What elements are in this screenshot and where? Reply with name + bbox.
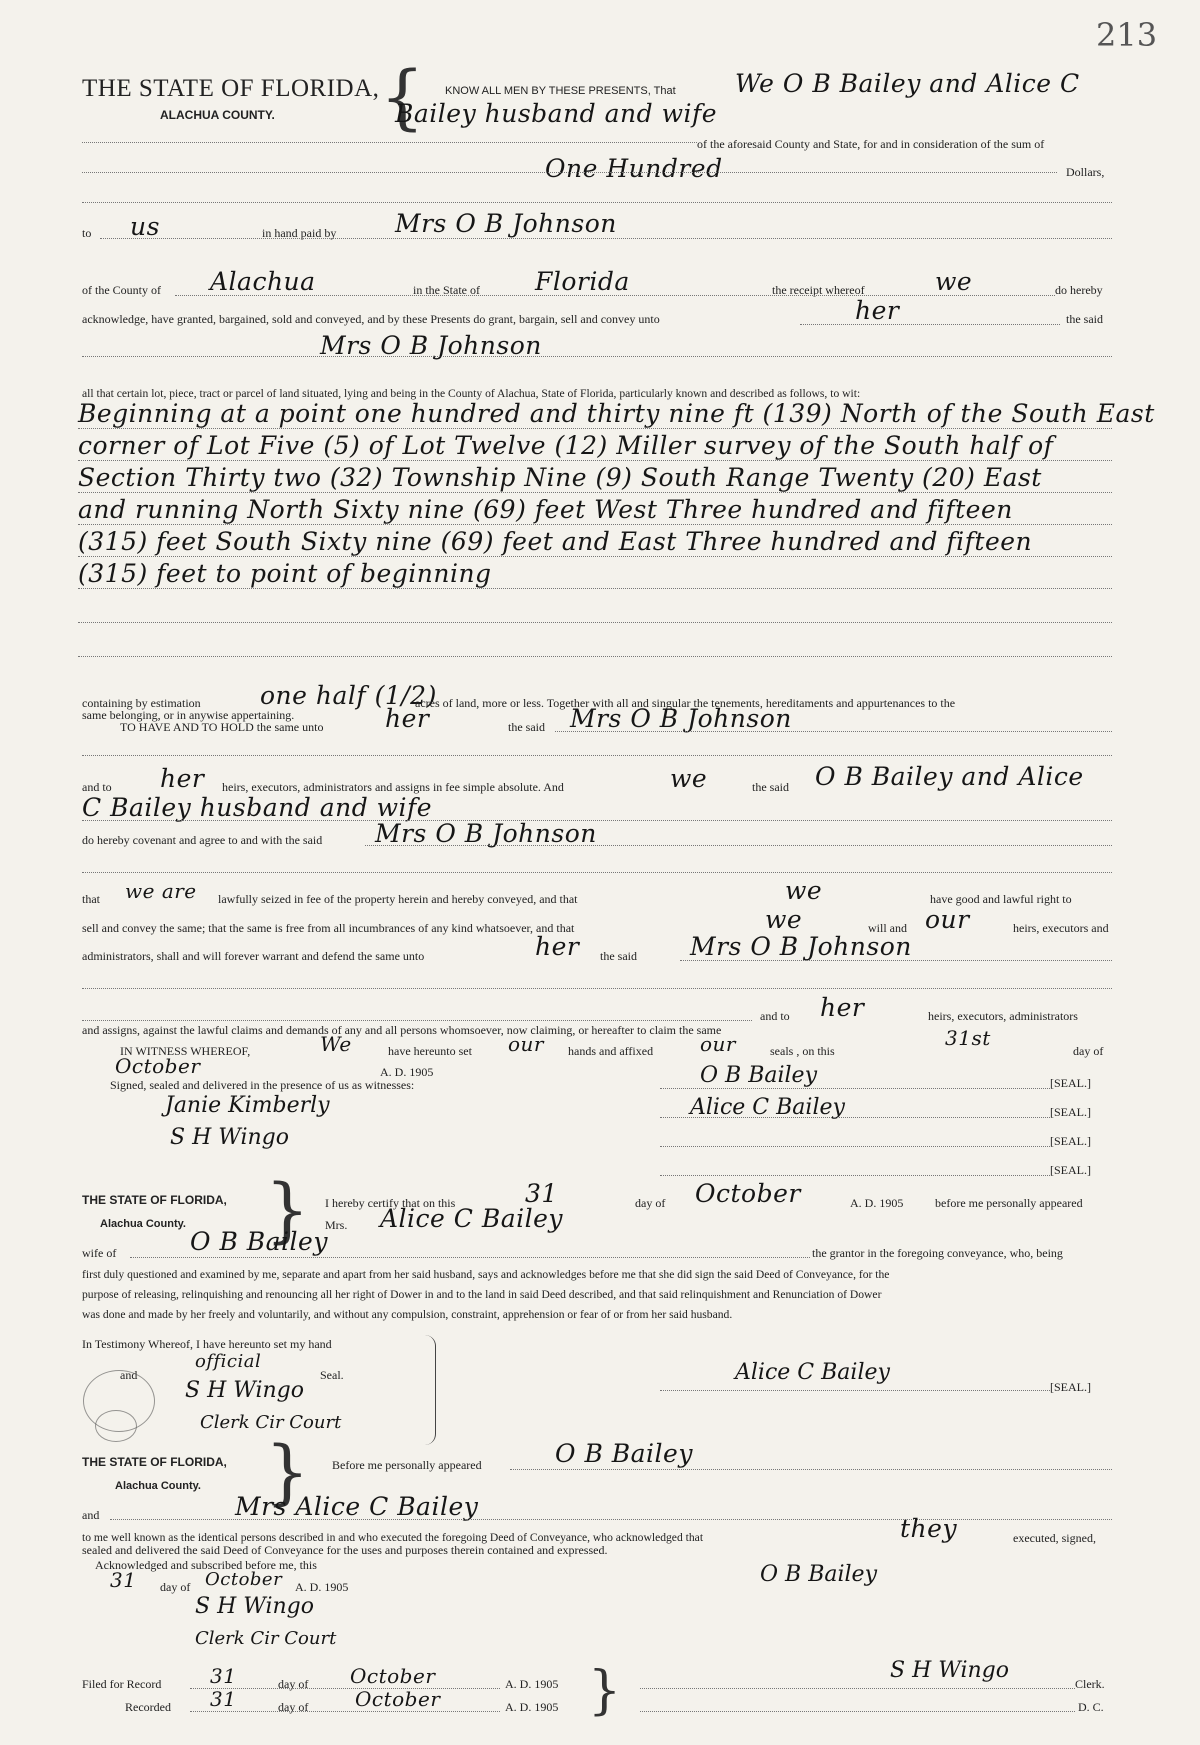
heirs-handwriting: her — [160, 764, 205, 793]
have-grantee-handwriting: Mrs O B Johnson — [570, 704, 792, 733]
description-line-1: Beginning at a point one hundred and thirty nine ft (139) North of the South East — [78, 399, 1155, 428]
all-that-text: all that certain lot, piece, tract or parcel of land situated, lying and being in the County of Alachua, State of Florida, particularly known and described as follows, to wit: — [82, 387, 861, 400]
rule — [640, 1688, 1075, 1689]
witness-text: IN WITNESS WHEREOF, — [120, 1044, 251, 1058]
ack2-day-of-text: day of — [160, 1580, 191, 1594]
rule — [660, 1390, 1050, 1391]
rule — [190, 1688, 500, 1689]
description-line-6: (315) feet to point of beginning — [78, 559, 492, 588]
to-have-text: TO HAVE AND TO HOLD the same unto — [120, 720, 324, 734]
ack1-seal: [SEAL.] — [1050, 1380, 1091, 1394]
ack2-ad-text: A. D. 1905 — [295, 1580, 349, 1594]
receipt-text: the receipt whereof — [772, 283, 865, 297]
sell-convey-text: sell and convey the same; that the same is free from all incumbrances of any kind whatsoever, and that — [82, 921, 575, 935]
payer-handwriting: Mrs O B Johnson — [395, 209, 617, 238]
ack1-para-2: purpose of releasing, relinquishing and renouncing all her right of Dower in and to the land in said Deed described, and that said relinquishment and Renunciation of Dower — [82, 1288, 882, 1301]
filed-text: Filed for Record — [82, 1677, 162, 1691]
and-to-text-2: and to — [760, 1009, 790, 1023]
the-said-text-2: the said — [508, 720, 545, 734]
will-handwriting: our — [925, 905, 970, 934]
rule — [660, 1146, 1050, 1147]
ack1-county: Alachua County. — [100, 1218, 186, 1230]
in-hand-text: in hand paid by — [262, 226, 337, 240]
ack2-month-handwriting: October — [205, 1569, 283, 1590]
rule — [82, 820, 1112, 821]
set-handwriting: our — [508, 1032, 544, 1056]
brace: } — [588, 1661, 622, 1721]
rule — [110, 1519, 1112, 1520]
ack1-month-handwriting: October — [695, 1179, 801, 1208]
to-text: to — [82, 226, 92, 240]
acres-handwriting: one half (1/2) — [260, 681, 437, 710]
rule — [660, 1117, 1050, 1118]
certify-text: I hereby certify that on this — [325, 1196, 456, 1210]
husband-handwriting: O B Bailey — [190, 1227, 328, 1256]
will-and-text: will and — [868, 921, 907, 935]
rule — [190, 1711, 500, 1712]
seal-4: [SEAL.] — [1050, 1163, 1091, 1177]
heirs-text: heirs, executors, administrators and assigns in fee simple absolute. And — [222, 780, 564, 794]
heirs-exec-text: heirs, executors and — [1013, 921, 1109, 935]
month-handwriting: October — [115, 1054, 201, 1078]
appeared-handwriting: O B Bailey — [555, 1439, 693, 1468]
filed-month-handwriting: October — [350, 1664, 436, 1688]
grantor-text: the grantor in the foregoing conveyance, who, being — [812, 1246, 1063, 1260]
description-line-2: corner of Lot Five (5) of Lot Twelve (12) Miller survey of the South half of — [78, 431, 1054, 460]
brace: { — [380, 56, 425, 138]
rule — [78, 556, 1112, 557]
recorded-day-of-text: day of — [278, 1700, 309, 1714]
and-text: and — [120, 1368, 138, 1382]
rule — [175, 295, 1055, 296]
ack1-state: THE STATE OF FLORIDA, — [82, 1193, 227, 1207]
seals-text: seals , on this — [770, 1044, 835, 1058]
and-handwriting: we — [670, 764, 708, 793]
and-to-text: and to — [82, 780, 112, 794]
day-handwriting: 31st — [945, 1026, 991, 1050]
of-county-text: of the County of — [82, 283, 161, 297]
rule — [640, 1711, 1075, 1712]
consideration-text: of the aforesaid County and State, for and in consideration of the sum of — [697, 137, 1045, 151]
rule — [82, 142, 697, 143]
dollars-text: Dollars, — [1066, 165, 1105, 179]
rule — [365, 845, 1112, 846]
executed-text: executed, signed, — [1013, 1531, 1096, 1545]
filed-ad-text: A. D. 1905 — [505, 1677, 559, 1691]
recorded-day-handwriting: 31 — [210, 1687, 237, 1711]
have-set-text: have hereunto set — [388, 1044, 472, 1058]
rule — [78, 460, 1112, 461]
description-line-3: Section Thirty two (32) Township Nine (9) South Range Twenty (20) East — [78, 463, 1042, 492]
rule — [555, 731, 1112, 732]
unto-handwriting: her — [855, 296, 900, 325]
recorded-ad-text: A. D. 1905 — [505, 1700, 559, 1714]
admins-text: administrators, shall and will forever warrant and defend the same unto — [82, 949, 425, 963]
grantor-2-signature: Alice C Bailey — [690, 1095, 845, 1120]
acknowledge-text: acknowledge, have granted, bargained, sold and conveyed, and by these Presents do grant, bargain, sell and convey unto — [82, 312, 660, 326]
rule — [82, 356, 1112, 357]
warrant-handwriting: Mrs O B Johnson — [690, 932, 912, 961]
ack1-para-3: was done and made by her freely and voluntarily, and without any compulsion, constraint, apprehension or fear of or from her said husband. — [82, 1308, 733, 1321]
rule — [800, 324, 1060, 325]
acknowledged-text: Acknowledged and subscribed before me, this — [95, 1558, 317, 1572]
rule — [660, 1088, 1050, 1089]
seal-text: Seal. — [320, 1368, 344, 1382]
do-covenant-text: do hereby covenant and agree to and with the said — [82, 833, 323, 847]
state-title: THE STATE OF FLORIDA, — [82, 75, 380, 102]
rule — [82, 988, 1112, 989]
ack2-county: Alachua County. — [115, 1480, 201, 1492]
rule — [78, 656, 1112, 657]
rule — [78, 428, 1112, 429]
receipt-handwriting: we — [935, 267, 973, 296]
the-said-text: the said — [1066, 312, 1103, 326]
mrs-handwriting: Alice C Bailey — [380, 1204, 564, 1233]
ack2-clerk-title: Clerk Cir Court — [195, 1628, 337, 1649]
rule — [510, 1469, 1112, 1470]
that-handwriting: we are — [125, 879, 197, 903]
sell-handwriting: we — [765, 905, 803, 934]
ack2-day-handwriting: 31 — [110, 1568, 137, 1592]
affixed-handwriting: our — [700, 1032, 736, 1056]
county-handwriting: Alachua — [210, 267, 316, 296]
grantor-1-signature: O B Bailey — [700, 1063, 817, 1088]
witness-1-signature: Janie Kimberly — [165, 1093, 330, 1118]
do-hereby-text: do hereby — [1055, 283, 1103, 297]
county-title: ALACHUA COUNTY. — [160, 108, 275, 122]
rule — [78, 588, 1112, 589]
wife-of-text: wife of — [82, 1246, 117, 1260]
ack1-clerk-signature: S H Wingo — [185, 1378, 305, 1403]
grantor-handwriting: We O B Bailey and Alice C — [735, 69, 1080, 98]
sealed-text: sealed and delivered the said Deed of Conveyance for the uses and purposes therein contained and expressed. — [82, 1543, 608, 1557]
rule — [82, 202, 1112, 203]
rule — [130, 1257, 810, 1258]
know-all-text: KNOW ALL MEN BY THESE PRESENTS, That — [445, 85, 676, 97]
brace: } — [265, 1431, 310, 1513]
containing-text: containing by estimation — [82, 696, 201, 710]
ack2-signature: O B Bailey — [760, 1562, 877, 1587]
seal-1: [SEAL.] — [1050, 1076, 1091, 1090]
ack1-clerk-title: Clerk Cir Court — [200, 1412, 342, 1433]
ack1-para-1: first duly questioned and examined by me, separate and apart from her said husband, says and acknowledges before me that she did sign the said Deed of Conveyance, for the — [82, 1268, 890, 1281]
dc-text: D. C. — [1078, 1700, 1104, 1714]
witness-handwriting: We — [320, 1032, 352, 1056]
to-handwriting: us — [130, 212, 160, 241]
witness-2-signature: S H Wingo — [170, 1125, 290, 1150]
have-handwriting: her — [385, 704, 430, 733]
ack2-and-handwriting: Mrs Alice C Bailey — [235, 1492, 479, 1521]
before-text: Before me personally appeared — [332, 1458, 482, 1472]
the-said-text-4: the said — [600, 949, 637, 963]
hands-text: hands and affixed — [568, 1044, 654, 1058]
amount-handwriting: One Hundred — [545, 154, 723, 183]
ack1-day-of-text: day of — [635, 1196, 666, 1210]
signed-text: Signed, sealed and delivered in the presence of us as witnesses: — [110, 1078, 415, 1092]
acres-text: acres of land, more or less. Together with all and singular the tenements, hereditaments and appurtenances to the — [415, 696, 956, 710]
have-good-text: have good and lawful right to — [930, 892, 1072, 906]
covenant-grantor-handwriting-2: C Bailey husband and wife — [82, 793, 433, 822]
admins-handwriting: her — [535, 932, 580, 961]
seal-2: [SEAL.] — [1050, 1105, 1091, 1119]
notary-seal-inner — [95, 1410, 137, 1442]
ack2-clerk-signature: S H Wingo — [195, 1594, 315, 1619]
known-text: to me well known as the identical persons described in and who executed the foregoing Deed of Conveyance, who acknowledged that — [82, 1531, 704, 1544]
rule — [82, 172, 1057, 173]
rule — [78, 492, 1112, 493]
recorded-text: Recorded — [125, 1700, 171, 1714]
heirs-exec-text-2: heirs, executors, administrators — [928, 1009, 1078, 1023]
rule — [660, 1175, 1050, 1176]
mrs-text: Mrs. — [325, 1218, 348, 1232]
rule — [82, 1020, 752, 1021]
lawfully-handwriting: we — [785, 876, 823, 905]
description-line-5: (315) feet South Sixty nine (69) feet and East Three hundred and fifteen — [78, 527, 1033, 556]
grantee-handwriting: Mrs O B Johnson — [320, 331, 542, 360]
state-handwriting: Florida — [535, 267, 630, 296]
covenant-grantor-handwriting: O B Bailey and Alice — [815, 762, 1084, 791]
ack2-state: THE STATE OF FLORIDA, — [82, 1455, 227, 1469]
rule — [78, 622, 1112, 623]
assigns-text: and assigns, against the lawful claims and demands of any and all persons whomsoever, now claiming, or hereafter to claim the same — [82, 1023, 722, 1037]
same-belonging-text: same belonging, or in anywise appertaining. — [82, 708, 295, 722]
covenant-handwriting: Mrs O B Johnson — [375, 819, 597, 848]
brace: } — [265, 1169, 310, 1251]
grantor-handwriting-2: Bailey husband and wife — [395, 99, 718, 128]
rule — [82, 755, 1112, 756]
page-number: 213 — [1096, 16, 1158, 54]
rule — [78, 524, 1112, 525]
day-of-text: day of — [1073, 1044, 1104, 1058]
clerk-text: Clerk. — [1075, 1677, 1105, 1691]
official-handwriting: official — [195, 1351, 262, 1372]
ack2-and-text: and — [82, 1508, 100, 1522]
before-me-text: before me personally appeared — [935, 1196, 1083, 1210]
seal-3: [SEAL.] — [1050, 1134, 1091, 1148]
and-to-handwriting: her — [820, 993, 865, 1022]
the-said-text-3: the said — [752, 780, 789, 794]
that-text: that — [82, 892, 100, 906]
ad-text: A. D. 1905 — [380, 1065, 434, 1079]
bracket — [425, 1335, 436, 1445]
in-state-text: in the State of — [413, 283, 480, 297]
lawfully-text: lawfully seized in fee of the property herein and hereby conveyed, and that — [218, 892, 578, 906]
ack1-signature: Alice C Bailey — [735, 1360, 890, 1385]
recorded-month-handwriting: October — [355, 1687, 441, 1711]
filed-day-handwriting: 31 — [210, 1664, 237, 1688]
ack1-ad-text: A. D. 1905 — [850, 1196, 904, 1210]
ack1-day-handwriting: 31 — [525, 1179, 558, 1208]
filing-clerk-signature: S H Wingo — [890, 1658, 1010, 1683]
filed-day-of-text: day of — [278, 1677, 309, 1691]
known-handwriting: they — [900, 1514, 958, 1543]
rule — [82, 872, 1112, 873]
rule — [680, 960, 1112, 961]
testimony-text: In Testimony Whereof, I have hereunto set my hand — [82, 1337, 332, 1351]
description-line-4: and running North Sixty nine (69) feet West Three hundred and fifteen — [78, 495, 1013, 524]
rule — [100, 238, 1112, 239]
